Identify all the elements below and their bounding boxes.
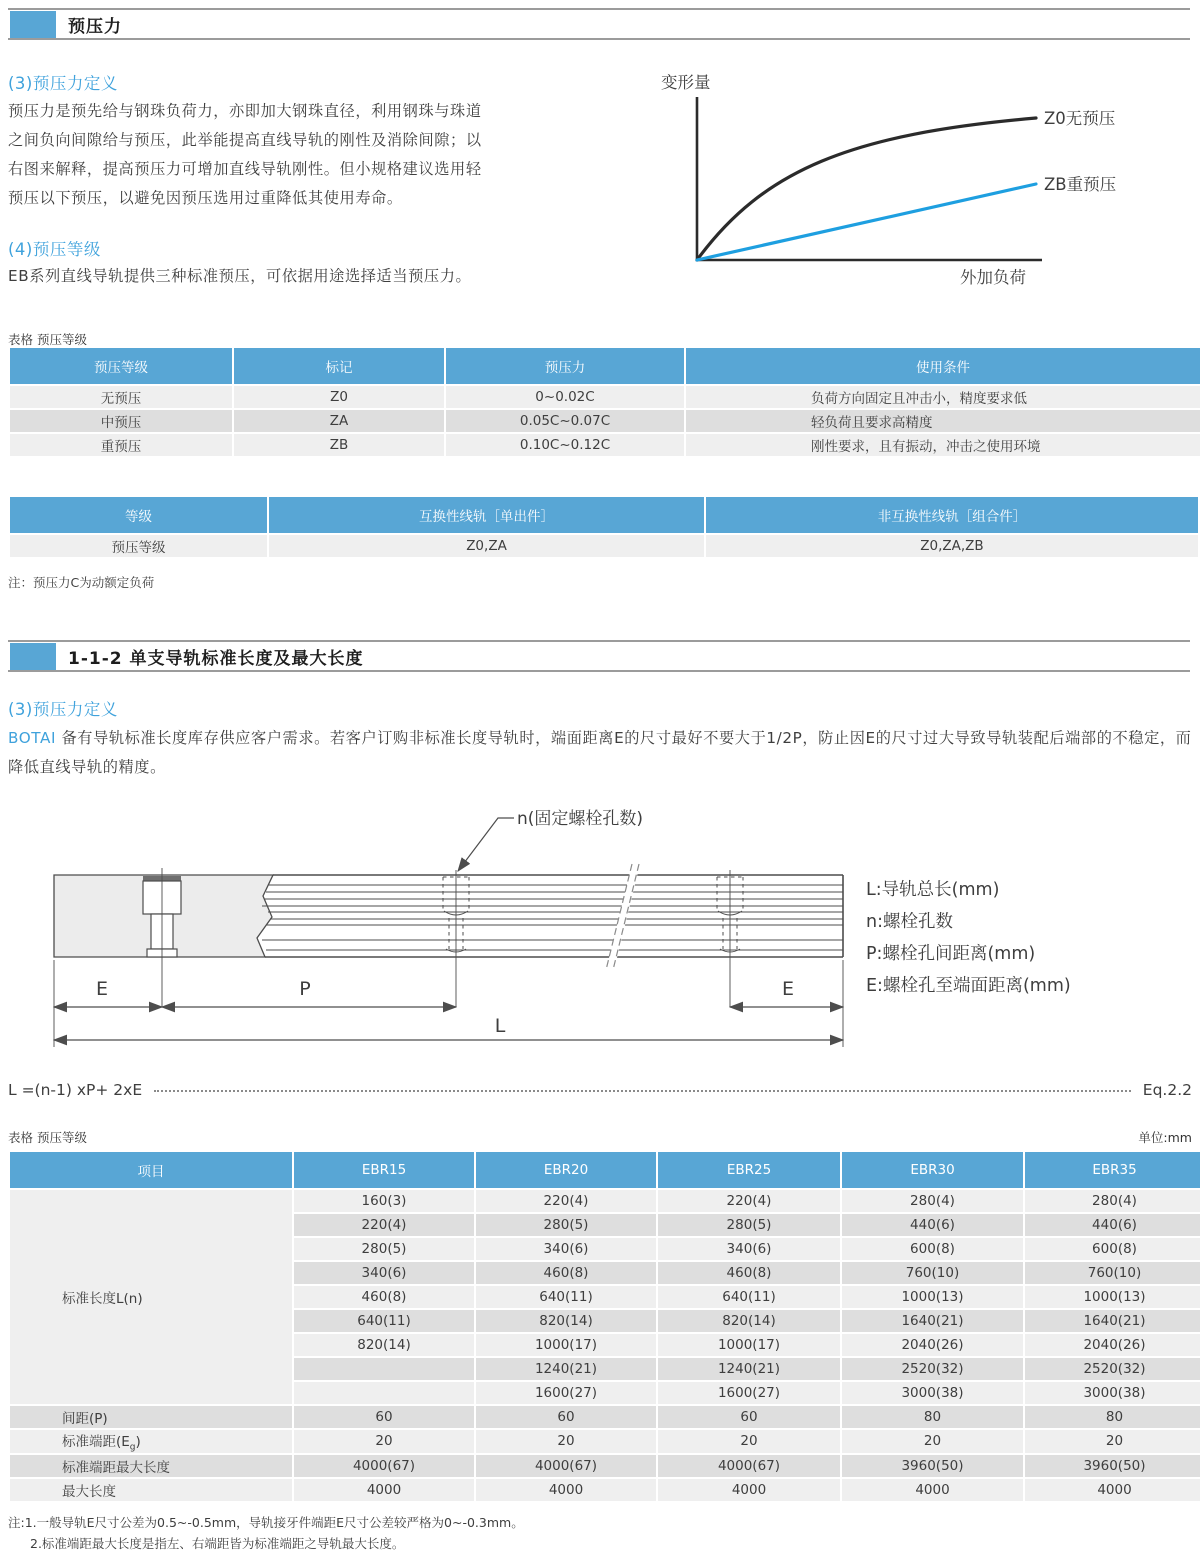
cell: 280(4) <box>1025 1190 1200 1212</box>
cell: 1000(13) <box>1025 1286 1200 1308</box>
length-table-caption-row <box>8 1128 1192 1146</box>
footnote-line: 2.标准端距最大长度是指左、右端距皆为标准端距之导轨最大长度。 <box>30 1536 405 1551</box>
column-header: EBR20 <box>476 1152 656 1188</box>
cell: 760(10) <box>1025 1262 1200 1284</box>
column-header: 等级 <box>10 497 267 533</box>
formula-expression: L =(n-1) xP+ 2xE <box>8 1081 143 1099</box>
label-subscript: g <box>129 1442 136 1453</box>
cell: 0~0.02C <box>446 386 684 408</box>
cell: 负荷方向固定且冲击小，精度要求低 <box>686 386 1200 408</box>
callout-leader <box>458 818 514 871</box>
table-row <box>10 535 1198 557</box>
footnote-line: 注:1.一般导轨E尺寸公差为0.5~-0.5mm，导轨接牙件端距E尺寸公差较严格为0~-0.3mm。 <box>8 1515 524 1530</box>
cell: 640(11) <box>476 1286 656 1308</box>
legend-line-p: P:螺栓孔间距离(mm) <box>866 944 1036 964</box>
cell: 2040(26) <box>842 1334 1023 1356</box>
cell: 80 <box>842 1406 1023 1428</box>
cell: 600(8) <box>1025 1238 1200 1260</box>
cell: 160(3) <box>294 1190 474 1212</box>
table-row <box>10 1430 1200 1453</box>
cell: 340(6) <box>294 1262 474 1284</box>
column-header: 预压力 <box>446 348 684 384</box>
cell: 1240(21) <box>476 1358 656 1380</box>
cell: 轻负荷且要求高精度 <box>686 410 1200 432</box>
column-header: 非互换性线轨［组合件］ <box>706 497 1198 533</box>
footnotes <box>8 1512 524 1554</box>
cell: 460(8) <box>294 1286 474 1308</box>
label-text: 标准端距(E <box>62 1434 130 1450</box>
column-header: 互换性线轨［单出件］ <box>269 497 704 533</box>
cell: 4000 <box>1025 1479 1200 1501</box>
cell: Z0,ZA <box>269 535 704 557</box>
legend-line-l: L:导轨总长(mm) <box>866 880 1000 900</box>
paragraph-line: 右图来解释，提高预压力可增加直线导轨刚性。但小规格建议选用轻 <box>8 160 482 178</box>
cell: 1600(27) <box>476 1382 656 1404</box>
cell: 820(14) <box>294 1334 474 1356</box>
cell: 0.10C~0.12C <box>446 434 684 456</box>
length-formula <box>8 1078 1192 1102</box>
formula-eq-label: Eq.2.2 <box>1142 1081 1192 1099</box>
cell: 4000(67) <box>294 1455 474 1477</box>
cell: 4000 <box>658 1479 840 1501</box>
unit-label: 单位:mm <box>1138 1130 1192 1145</box>
row-label-max-length: 最大长度 <box>10 1479 292 1501</box>
column-header: EBR35 <box>1025 1152 1200 1188</box>
dim-label-l: L <box>494 1015 506 1037</box>
cell: 3000(38) <box>842 1382 1023 1404</box>
legend-line-e: E:螺栓孔至端面距离(mm) <box>866 976 1071 996</box>
table-row <box>10 1479 1200 1501</box>
cell: 20 <box>294 1430 474 1453</box>
column-header: 标记 <box>234 348 444 384</box>
table-caption: 表格 预压等级 <box>8 1130 87 1145</box>
cell: 1000(13) <box>842 1286 1023 1308</box>
column-header: EBR30 <box>842 1152 1023 1188</box>
table-row <box>10 386 1200 408</box>
dim-label-p: P <box>299 978 311 1000</box>
table-row <box>10 1190 1200 1212</box>
cell: 无预压 <box>10 386 232 408</box>
preload-grade-heading: (4)预压等级 <box>8 240 101 259</box>
chart-x-axis-label: 外加负荷 <box>960 268 1026 287</box>
cell: 440(6) <box>842 1214 1023 1236</box>
cell: 1000(17) <box>658 1334 840 1356</box>
table-row <box>10 1406 1200 1428</box>
table-footnote: 注：预压力C为动额定负荷 <box>8 575 155 590</box>
table-row <box>10 434 1200 456</box>
standard-length-table <box>8 1150 1200 1503</box>
preload-definition-heading: (3)预压力定义 <box>8 74 118 93</box>
bolt-hole-hidden-1 <box>443 870 469 1007</box>
line-zb-heavy-preload <box>697 184 1036 260</box>
cell: 820(14) <box>476 1310 656 1332</box>
cell: 1640(21) <box>1025 1310 1200 1332</box>
cell: 4000 <box>476 1479 656 1501</box>
section-header-standard-length <box>8 640 1190 672</box>
cell: 2520(32) <box>842 1358 1023 1380</box>
chart-y-axis-label: 变形量 <box>661 73 711 92</box>
row-label-max-length-standard-end: 标准端距最大长度 <box>10 1455 292 1477</box>
series-label-z0: Z0无预压 <box>1044 109 1116 128</box>
cell: 1600(27) <box>658 1382 840 1404</box>
cell: 220(4) <box>658 1190 840 1212</box>
column-header: EBR15 <box>294 1152 474 1188</box>
cell: 20 <box>1025 1430 1200 1453</box>
legend-line-n: n:螺栓孔数 <box>866 912 953 932</box>
row-label-standard-length: 标准长度L(n) <box>10 1190 292 1404</box>
cell <box>294 1382 474 1404</box>
table-header-row <box>10 348 1200 384</box>
cell: 20 <box>842 1430 1023 1453</box>
section-header-preload <box>8 8 1190 40</box>
dim-label-e-right: E <box>781 978 795 1000</box>
row-label-pitch: 间距(P) <box>10 1406 292 1428</box>
column-header: EBR25 <box>658 1152 840 1188</box>
section-chip <box>10 643 56 670</box>
cell: 340(6) <box>658 1238 840 1260</box>
cell: 3960(50) <box>842 1455 1023 1477</box>
column-header: 预压等级 <box>10 348 232 384</box>
cell: 刚性要求，且有振动，冲击之使用环境 <box>686 434 1200 456</box>
cell: 4000(67) <box>658 1455 840 1477</box>
cell: 3000(38) <box>1025 1382 1200 1404</box>
table-header-row <box>10 1152 1200 1188</box>
cell: 中预压 <box>10 410 232 432</box>
cell: 20 <box>658 1430 840 1453</box>
cell: 760(10) <box>842 1262 1023 1284</box>
cell: 460(8) <box>658 1262 840 1284</box>
column-header: 项目 <box>10 1152 292 1188</box>
cell: 640(11) <box>294 1310 474 1332</box>
cell: 2520(32) <box>1025 1358 1200 1380</box>
cell: 640(11) <box>658 1286 840 1308</box>
cell: 220(4) <box>476 1190 656 1212</box>
preload-grade-paragraph: EB系列直线导轨提供三种标准预压，可依据用途选择适当预压力。 <box>8 267 472 285</box>
cell: 4000 <box>294 1479 474 1501</box>
cell: 280(5) <box>476 1214 656 1236</box>
interchangeability-table <box>8 495 1200 559</box>
cell: 220(4) <box>294 1214 474 1236</box>
cell: 0.05C~0.07C <box>446 410 684 432</box>
cell: ZB <box>234 434 444 456</box>
paragraph-line: 预压以下预压，以避免因预压选用过重降低其使用寿命。 <box>8 189 403 207</box>
cell: 重预压 <box>10 434 232 456</box>
cell: 1000(17) <box>476 1334 656 1356</box>
cell: 60 <box>658 1406 840 1428</box>
table-header-row <box>10 497 1198 533</box>
curve-z0-no-preload <box>697 118 1036 260</box>
paragraph-line: 之间负向间隙给与预压，此举能提高直线导轨的刚性及消除间隙；以 <box>8 131 482 149</box>
paragraph-line: 预压力是预先给与钢珠负荷力，亦即加大钢珠直径，利用钢珠与珠道 <box>8 102 482 120</box>
cell: 3960(50) <box>1025 1455 1200 1477</box>
table-caption: 表格 预压等级 <box>8 332 87 347</box>
cell: 1240(21) <box>658 1358 840 1380</box>
cell: 80 <box>1025 1406 1200 1428</box>
column-header: 使用条件 <box>686 348 1200 384</box>
dim-label-e-left: E <box>95 978 109 1000</box>
cell: 4000(67) <box>476 1455 656 1477</box>
extension-lines <box>54 960 843 1047</box>
cell: 2040(26) <box>1025 1334 1200 1356</box>
cell: 280(4) <box>842 1190 1023 1212</box>
cell: 20 <box>476 1430 656 1453</box>
rail-outline <box>265 875 843 957</box>
cell: Z0,ZA,ZB <box>706 535 1198 557</box>
cell: 280(5) <box>658 1214 840 1236</box>
cell: 340(6) <box>476 1238 656 1260</box>
paragraph-text: 备有导轨标准长度库存供应客户需求。若客户订购非标准长度导轨时，端面距离E的尺寸最好不要大于1/2P，防止因E的尺寸过大导致导轨装配后端部的不稳定，而降低直线导轨的精度。 <box>8 729 1192 776</box>
cell: Z0 <box>234 386 444 408</box>
formula-dotted-leader <box>154 1078 1131 1092</box>
cell: 1640(21) <box>842 1310 1023 1332</box>
cell: 460(8) <box>476 1262 656 1284</box>
bolt-hole-hidden-2 <box>717 870 743 1007</box>
preload-definition-paragraph <box>8 97 638 213</box>
section-title: 预压力 <box>68 16 122 37</box>
preload-grade-table <box>8 346 1200 458</box>
cell <box>294 1358 474 1380</box>
length-definition-heading: (3)预压力定义 <box>8 700 118 719</box>
label-text: ) <box>135 1434 141 1450</box>
deformation-load-chart <box>645 68 1157 303</box>
cell: 440(6) <box>1025 1214 1200 1236</box>
cell: 600(8) <box>842 1238 1023 1260</box>
row-label-standard-end-distance <box>10 1430 292 1453</box>
section-title: 1-1-2 单支导轨标准长度及最大长度 <box>68 648 364 669</box>
cell: 4000 <box>842 1479 1023 1501</box>
cell: 预压等级 <box>10 535 267 557</box>
callout-label: n(固定螺栓孔数) <box>517 809 644 829</box>
cell: 60 <box>294 1406 474 1428</box>
rail-length-diagram <box>0 792 1200 1072</box>
cell: ZA <box>234 410 444 432</box>
cell: 280(5) <box>294 1238 474 1260</box>
table-row <box>10 410 1200 432</box>
table-row <box>10 1455 1200 1477</box>
brand-name: BOTAI <box>8 729 57 747</box>
rail-profile-lines <box>262 885 843 950</box>
section-chip <box>10 11 56 38</box>
cell: 60 <box>476 1406 656 1428</box>
series-label-zb: ZB重预压 <box>1044 175 1117 194</box>
cell: 820(14) <box>658 1310 840 1332</box>
length-definition-paragraph <box>8 724 1194 782</box>
